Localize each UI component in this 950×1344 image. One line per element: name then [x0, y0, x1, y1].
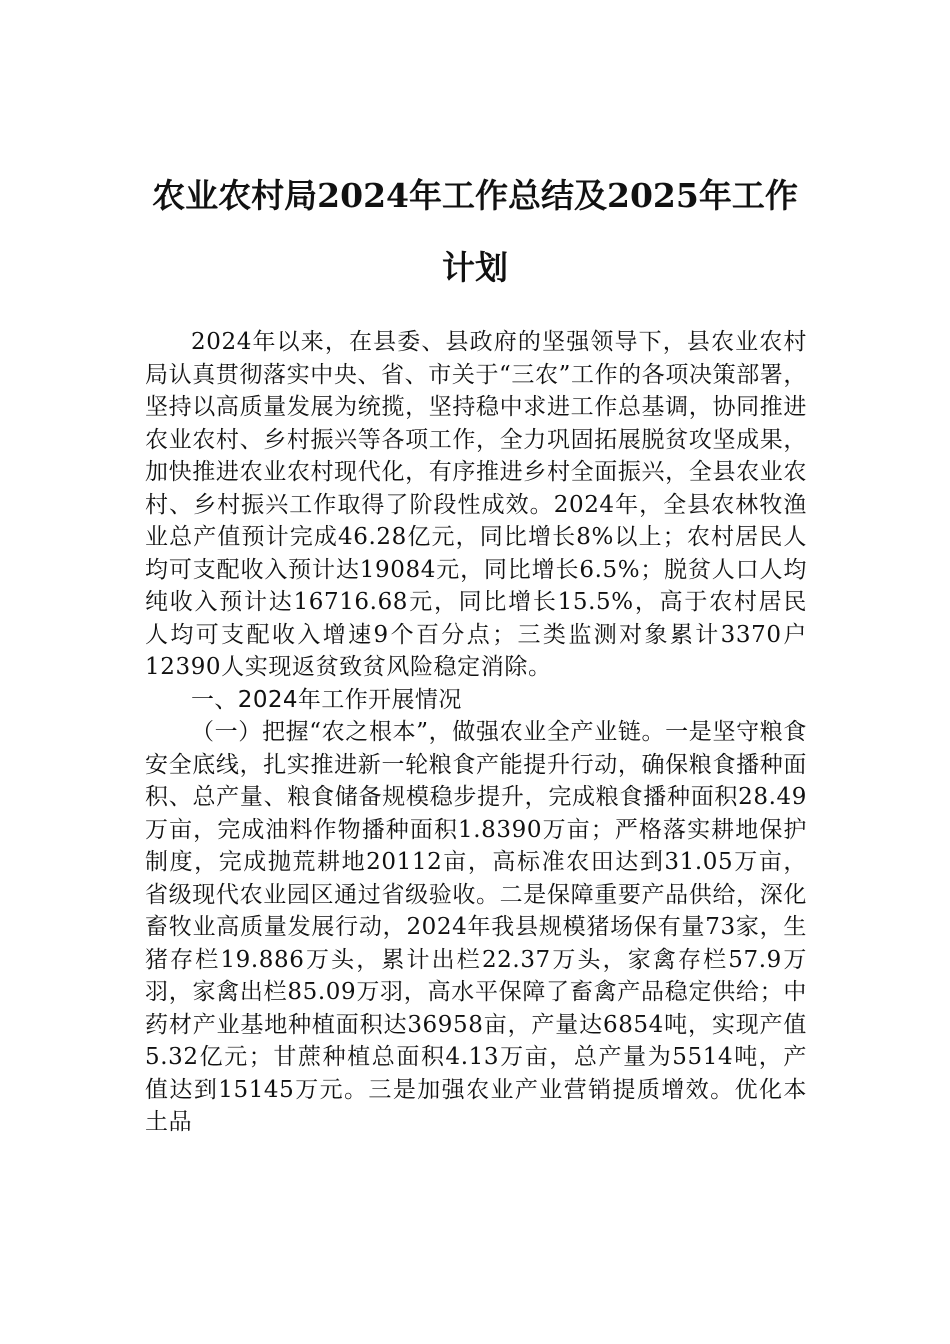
document-body [145, 326, 807, 1139]
intro-paragraph: 2024年以来，在县委、县政府的坚强领导下，县农业农村局认真贯彻落实中央、省、市关于“三农”工作的各项决策部署，坚持以高质量发展为统揽，坚持稳中求进工作总基调，协同推进农业农村、乡村振兴等各项工作，全力巩固拓展脱贫攻坚成果，加快推进农业农村现代化，有序推进乡村全面振兴，全县农业农村、乡村振兴工作取得了阶段性成效。2024年，全县农林牧渔业总产值预计完成46.28亿元，同比增长8%以上；农村居民人均可支配收入预计达19084元，同比增长6.5%；脱贫人口人均纯收入预计达16716.68元，同比增长15.5%，高于农村居民人均可支配收入增速9个百分点；三类监测对象累计3370户12390人实现返贫致贫风险稳定消除。 [145, 329, 807, 680]
section-heading: 一、2024年工作开展情况 [191, 686, 462, 713]
section-paragraph: （一）把握“农之根本”，做强农业全产业链。一是坚守粮食安全底线，扎实推进新一轮粮食产能提升行动，确保粮食播种面积、总产量、粮食储备规模稳步提升，完成粮食播种面积28.49万亩，完成油料作物播种面积1.8390万亩；严格落实耕地保护制度，完成抛荒耕地20112亩，高标准农田达到31.05万亩，省级现代农业园区通过省级验收。二是保障重要产品供给，深化畜牧业高质量发展行动，2024年我县规模猪场保有量73家，生猪存栏19.886万头，累计出栏22.37万头，家禽存栏57.9万羽，家禽出栏85.09万羽，高水平保障了畜禽产品稳定供给；中药材产业基地种植面积达36958亩，产量达6854吨，实现产值5.32亿元；甘蔗种植总面积4.13万亩，总产量为5514吨，产值达到15145万元。三是加强农业产业营销提质增效。优化本土品 [145, 719, 807, 1135]
document-title: 农业农村局2024年工作总结及2025年工作计划 [152, 176, 798, 287]
